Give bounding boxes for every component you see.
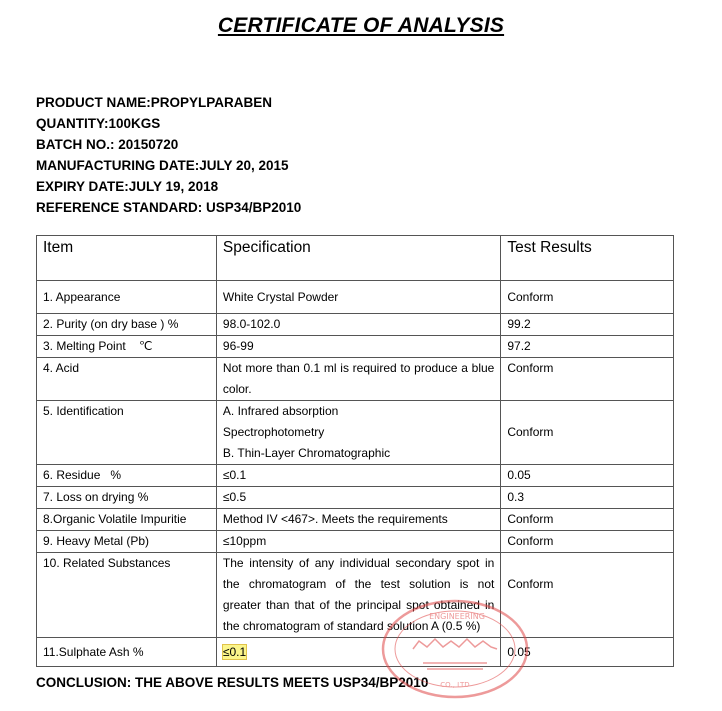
- row-spec: ≤0.1: [216, 465, 500, 487]
- table-row: [37, 553, 674, 638]
- header-test-results: Test Results: [501, 236, 674, 281]
- document-title: CERTIFICATE OF ANALYSIS: [217, 14, 505, 37]
- row-item: 9. Heavy Metal (Pb): [37, 531, 217, 553]
- row-result: 0.05: [501, 638, 674, 667]
- table-row: [37, 465, 674, 487]
- table-row: [37, 531, 674, 553]
- table-header-row: [37, 236, 674, 281]
- row-result: Conform: [501, 358, 674, 401]
- row-result: Conform: [501, 401, 674, 465]
- batch-number: BATCH NO.: 20150720: [36, 137, 179, 152]
- row-item: 11.Sulphate Ash %: [37, 638, 217, 667]
- row-item: 3. Melting Point ℃: [37, 336, 217, 358]
- analysis-table: [36, 235, 674, 667]
- svg-text:CO., LTD: CO., LTD: [440, 681, 470, 689]
- row-item: 7. Loss on drying %: [37, 487, 217, 509]
- table-row: [37, 487, 674, 509]
- row-result: Conform: [501, 531, 674, 553]
- table-row: [37, 638, 674, 667]
- manufacturing-date: MANUFACTURING DATE:JULY 20, 2015: [36, 158, 289, 173]
- table-row: [37, 336, 674, 358]
- table-row: [37, 314, 674, 336]
- row-result: Conform: [501, 281, 674, 314]
- row-spec: Method IV <467>. Meets the requirements: [216, 509, 500, 531]
- row-spec: [216, 638, 500, 667]
- row-result: 97.2: [501, 336, 674, 358]
- expiry-date: EXPIRY DATE:JULY 19, 2018: [36, 179, 219, 194]
- row-spec: [216, 401, 500, 465]
- row-item: 5. Identification: [37, 401, 217, 465]
- table-row: [37, 509, 674, 531]
- row-spec: Not more than 0.1 ml is required to produce a blue color.: [216, 358, 500, 401]
- row-result: 0.3: [501, 487, 674, 509]
- header-specification: Specification: [216, 236, 500, 281]
- product-info: [36, 92, 301, 218]
- spec-line: B. Thin-Layer Chromatographic: [222, 446, 391, 460]
- row-spec: The intensity of any individual secondary spot in the chromatogram of the test solution is not greater than that of the principal spot obtained in the chromatogram of standard solution A (0.5 %): [216, 553, 500, 638]
- row-spec: ≤0.5: [216, 487, 500, 509]
- row-spec: White Crystal Powder: [216, 281, 500, 314]
- row-result: Conform: [501, 509, 674, 531]
- row-item: 1. Appearance: [37, 281, 217, 314]
- row-item: 10. Related Substances: [37, 553, 217, 638]
- svg-text:ENGINEERING: ENGINEERING: [429, 612, 485, 621]
- row-result: 0.05: [501, 465, 674, 487]
- row-result: 99.2: [501, 314, 674, 336]
- table-row: [37, 281, 674, 314]
- row-spec: 98.0-102.0: [216, 314, 500, 336]
- quantity: QUANTITY:100KGS: [36, 116, 161, 131]
- spec-line: Spectrophotometry: [222, 425, 325, 439]
- row-item: 6. Residue %: [37, 465, 217, 487]
- reference-standard: REFERENCE STANDARD: USP34/BP2010: [36, 200, 302, 215]
- table-row: [37, 401, 674, 465]
- row-item: 2. Purity (on dry base ) %: [37, 314, 217, 336]
- row-spec: ≤10ppm: [216, 531, 500, 553]
- row-spec: 96-99: [216, 336, 500, 358]
- highlighted-value: ≤0.1: [222, 644, 247, 659]
- header-item: Item: [37, 236, 217, 281]
- product-name: PRODUCT NAME:PROPYLPARABEN: [36, 95, 273, 110]
- row-result: Conform: [501, 553, 674, 638]
- row-item: 4. Acid: [37, 358, 217, 401]
- table-row: [37, 358, 674, 401]
- spec-line: A. Infrared absorption: [222, 404, 339, 418]
- conclusion: CONCLUSION: THE ABOVE RESULTS MEETS USP34/BP2010: [36, 675, 429, 690]
- row-item: 8.Organic Volatile Impuritie: [37, 509, 217, 531]
